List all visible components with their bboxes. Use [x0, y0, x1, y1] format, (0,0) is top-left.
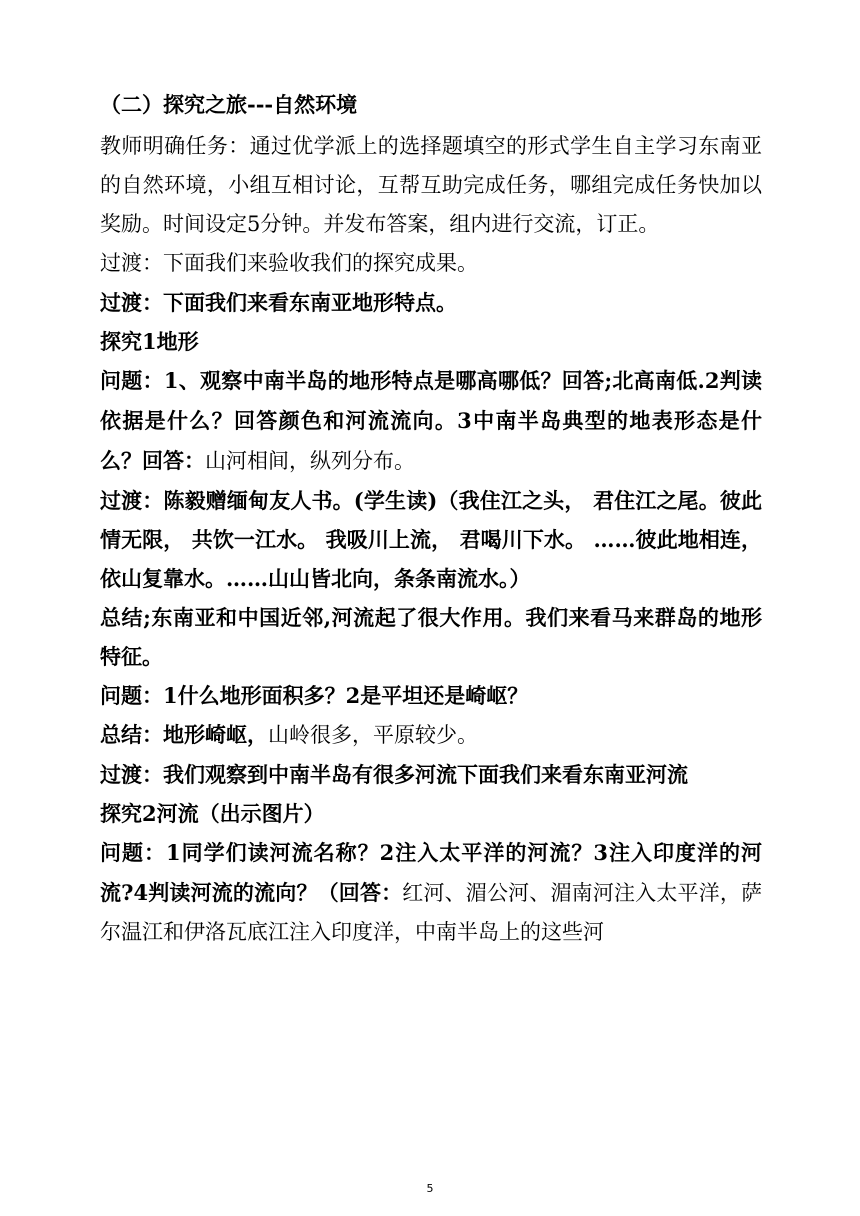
paragraph-teacher-task: 教师明确任务：通过优学派上的选择题填空的形式学生自主学习东南亚的自然环境，小组互相讨论，互帮互助完成任务，哪组完成任务快加以奖励。时间设定5分钟。并发布答案，组内进行交流，订正。 [100, 134, 762, 236]
river-answer: 红河、湄公河、湄南河注入太平洋，萨尔温江和伊洛瓦底江注入印度洋，中南半岛上的这些河 [100, 881, 763, 944]
subheading-rivers: 探究2河流（出示图片） [100, 801, 325, 826]
paragraph-transition-3: 过渡：我们观察到中南半岛有很多河流下面我们来看东南亚河流 [100, 762, 688, 787]
paragraph-terrain-questions [100, 361, 762, 481]
terrain-answer: 山河相间，纵列分布。 [205, 449, 415, 473]
river-questions-bold: 问题：1同学们读河流名称？2注入太平洋的河流？3注入印度洋的河流?4判读河流的流向？（回答： [100, 840, 762, 905]
page-number: 5 [426, 1182, 434, 1195]
paragraph-transition-2: 过渡：下面我们来看东南亚地形特点。 [100, 290, 457, 315]
paragraph-summary-1: 总结;东南亚和中国近邻,河流起了很大作用。我们来看马来群岛的地形特征。 [100, 605, 762, 669]
paragraph-malay-questions: 问题：1什么地形面积多？2是平坦还是崎岖？ [100, 683, 529, 708]
section-heading: （二）探究之旅---自然环境 [100, 92, 358, 117]
paragraph-transition-1: 过渡：下面我们来验收我们的探究成果。 [100, 251, 478, 275]
summary-2-bold: 总结：地形崎岖， [100, 722, 268, 747]
document-body [100, 85, 762, 952]
summary-2-normal: 山岭很多，平原较少。 [268, 723, 478, 747]
paragraph-summary-2 [100, 715, 762, 755]
paragraph-poem: 过渡：陈毅赠缅甸友人书。(学生读)（我住江之头， 君住江之尾。彼此情无限， 共饮一江水。 我吸川上流， 君喝川下水。 ……彼此地相连，依山复靠水。……山山皆北向，条条南流水。） [100, 488, 762, 591]
paragraph-river-questions [100, 833, 762, 952]
subheading-terrain: 探究1地形 [100, 329, 199, 354]
terrain-questions-bold: 问题：1、观察中南半岛的地形特点是哪高哪低？回答;北高南低.2判读依据是什么？回答颜色和河流流向。3中南半岛典型的地表形态是什么？回答： [100, 368, 762, 473]
